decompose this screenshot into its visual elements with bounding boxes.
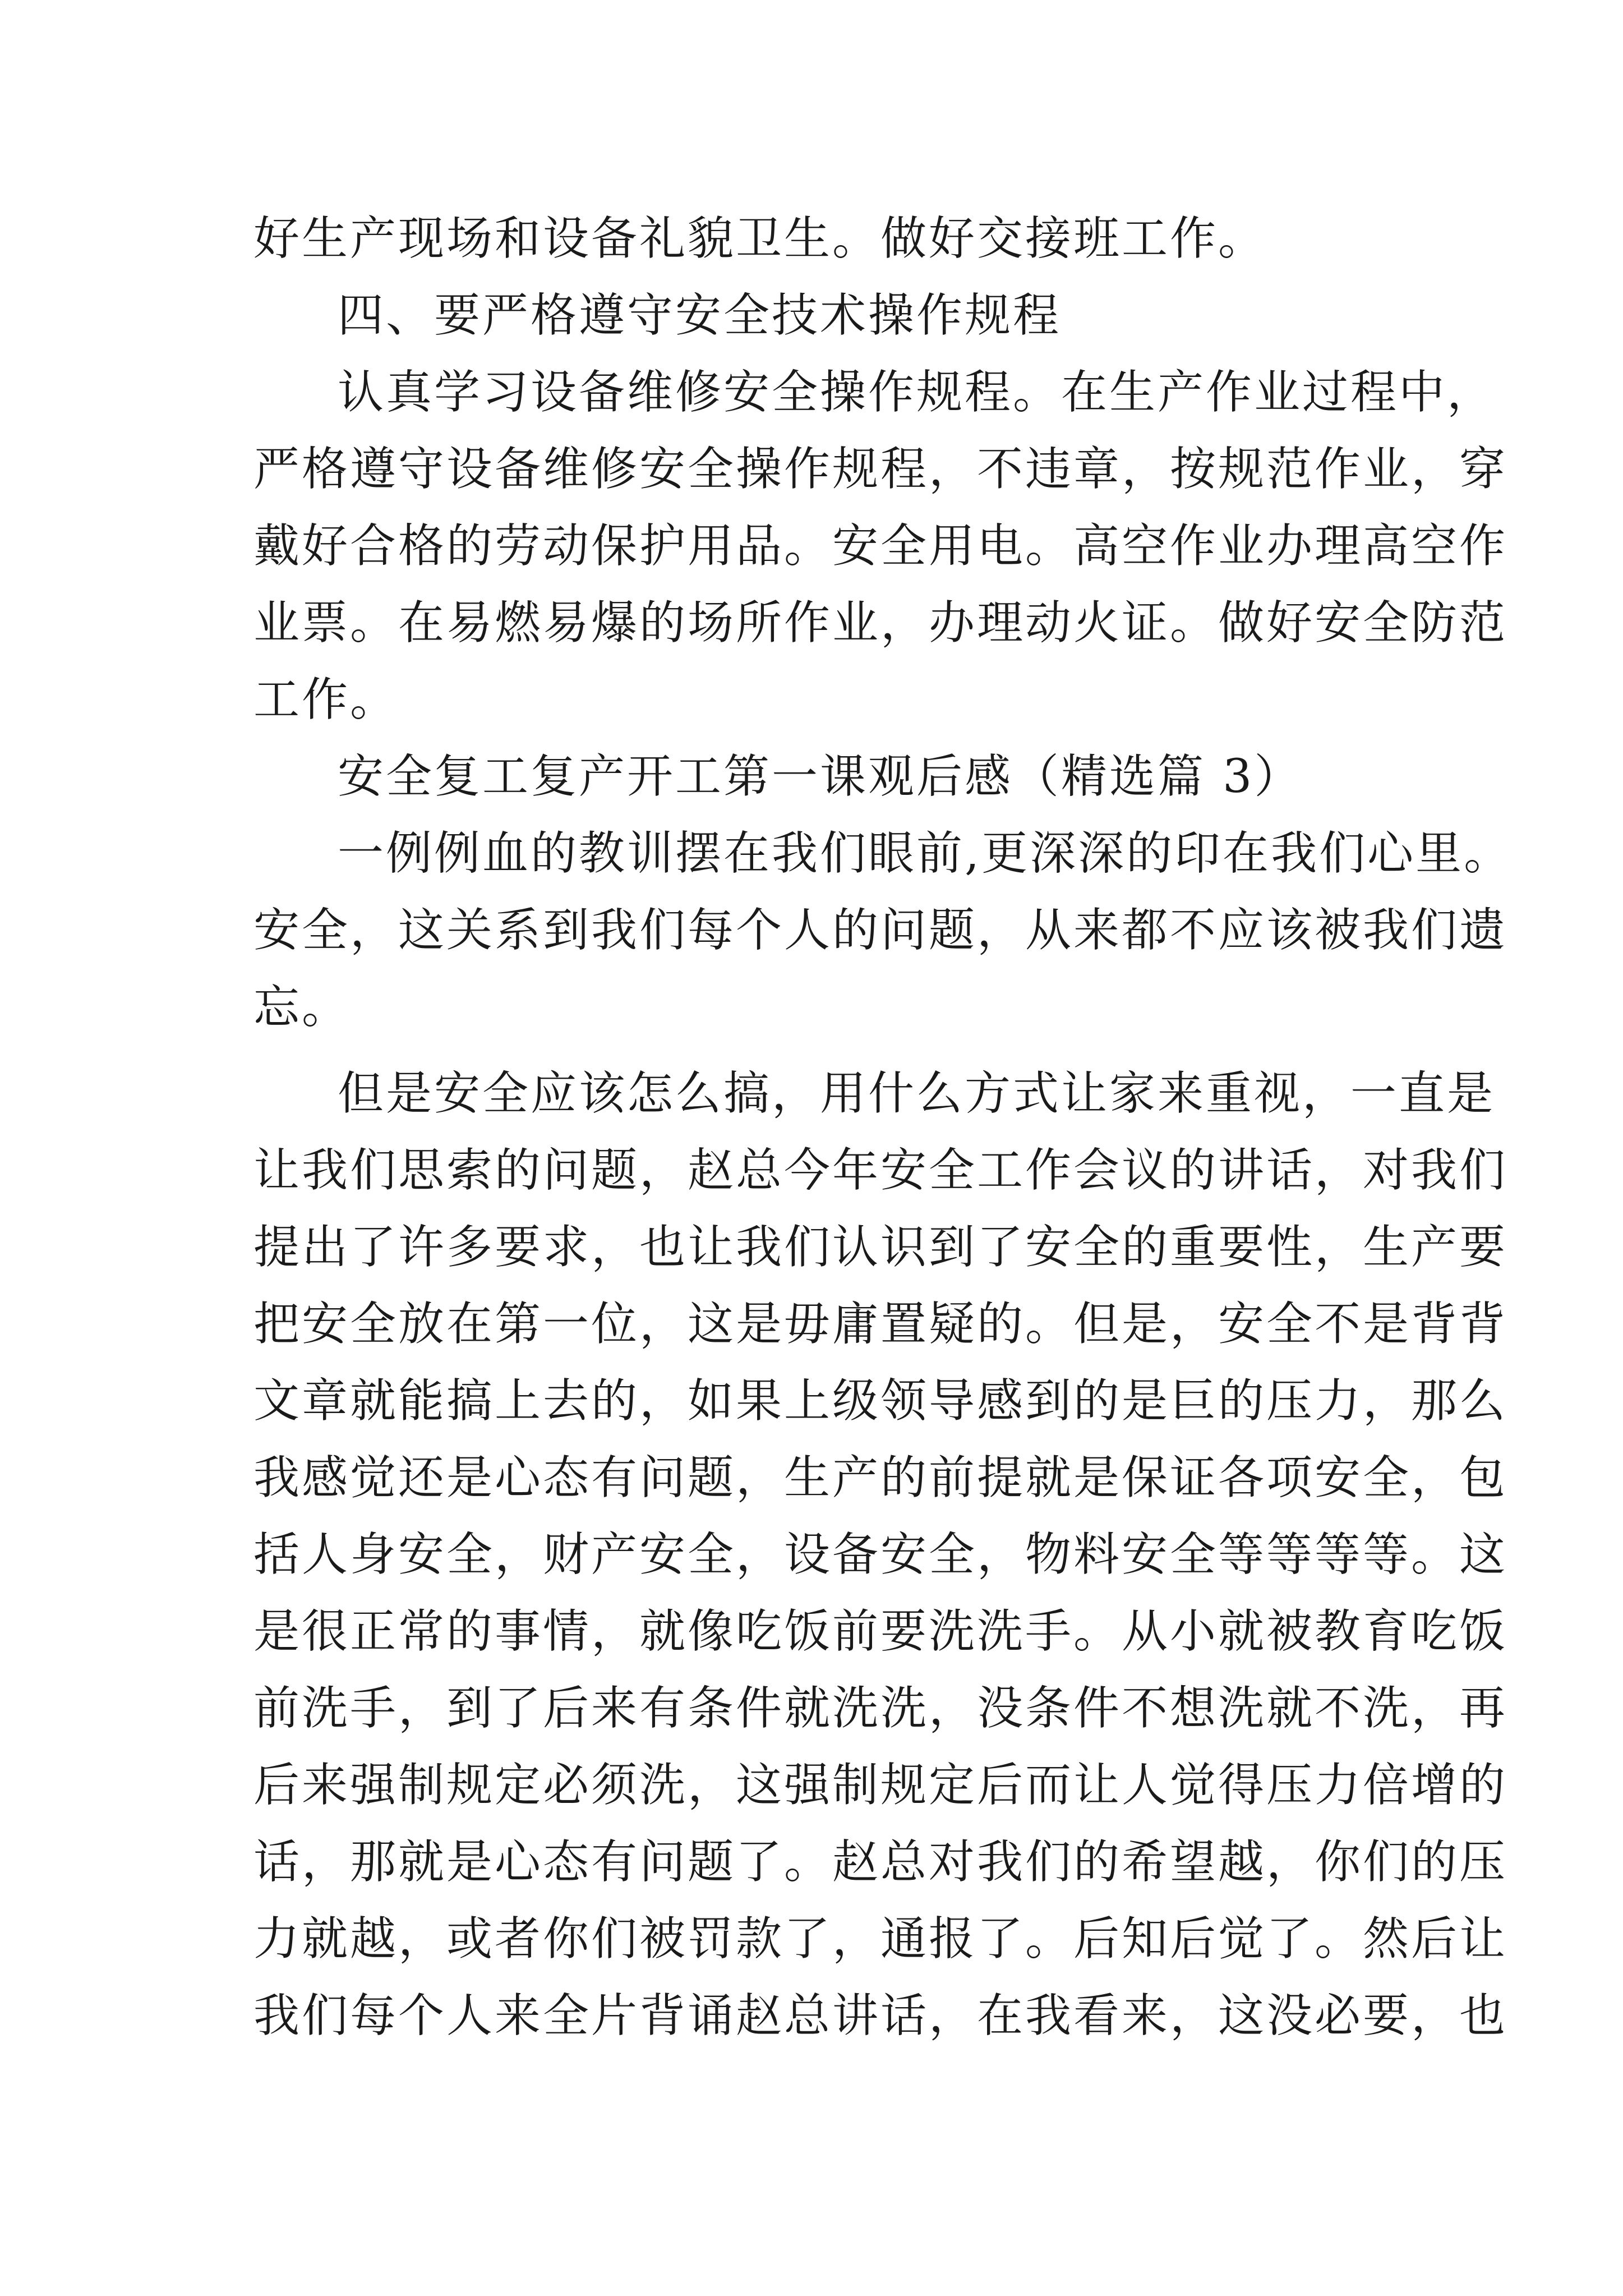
paragraph-line: 提出了许多要求，也让我们认识到了安全的重要性，生产要 xyxy=(253,1221,1508,1274)
paragraph-line: 业票。在易燃易爆的场所作业，办理动火证。做好安全防范 xyxy=(253,596,1508,650)
paragraph-line: 把安全放在第一位，这是毋庸置疑的。但是，安全不是背背 xyxy=(253,1297,1508,1351)
paragraph-line: 文章就能搞上去的，如果上级领导感到的是巨的压力，那么 xyxy=(253,1374,1508,1428)
paragraph-line: 话，那就是心态有问题了。赵总对我们的希望越，你们的压 xyxy=(253,1835,1508,1889)
paragraph-line: 安全，这关系到我们每个人的问题，从来都不应该被我们遗 xyxy=(253,904,1508,957)
paragraph-line: 一例例血的教训摆在我们眼前,更深深的印在我们心里。 xyxy=(338,827,1513,880)
paragraph-line: 力就越，或者你们被罚款了，通报了。后知后觉了。然后让 xyxy=(253,1912,1508,1966)
paragraph-line: 忘。 xyxy=(253,981,351,1034)
paragraph-line: 我感觉还是心态有问题，生产的前提就是保证各项安全，包 xyxy=(253,1451,1508,1504)
article-title: 安全复工复产开工第一课观后感（精选篇 3） xyxy=(338,750,1303,803)
paragraph-line: 认真学习设备维修安全操作规程。在生产作业过程中， xyxy=(338,366,1496,419)
paragraph-line: 戴好合格的劳动保护用品。安全用电。高空作业办理高空作 xyxy=(253,519,1508,573)
paragraph-line: 好生产现场和设备礼貌卫生。做好交接班工作。 xyxy=(253,212,1267,265)
paragraph-line: 让我们思索的问题，赵总今年安全工作会议的讲话，对我们 xyxy=(253,1144,1508,1197)
paragraph-line: 但是安全应该怎么搞，用什么方式让家来重视，一直是 xyxy=(338,1067,1496,1120)
paragraph-line: 前洗手，到了后来有条件就洗洗，没条件不想洗就不洗，再 xyxy=(253,1682,1508,1735)
paragraph-line: 工作。 xyxy=(253,673,399,726)
paragraph-line: 后来强制规定必须洗，这强制规定后而让人觉得压力倍增的 xyxy=(253,1759,1508,1812)
paragraph-line: 严格遵守设备维修安全操作规程，不违章，按规范作业，穿 xyxy=(253,443,1508,496)
paragraph-line: 括人身安全，财产安全，设备安全，物料安全等等等等。这 xyxy=(253,1528,1508,1581)
paragraph-line: 是很正常的事情，就像吃饭前要洗洗手。从小就被教育吃饭 xyxy=(253,1605,1508,1658)
paragraph-line: 我们每个人来全片背诵赵总讲话，在我看来，这没必要，也 xyxy=(253,1989,1508,2042)
section-heading: 四、要严格遵守安全技术操作规程 xyxy=(338,289,1062,342)
